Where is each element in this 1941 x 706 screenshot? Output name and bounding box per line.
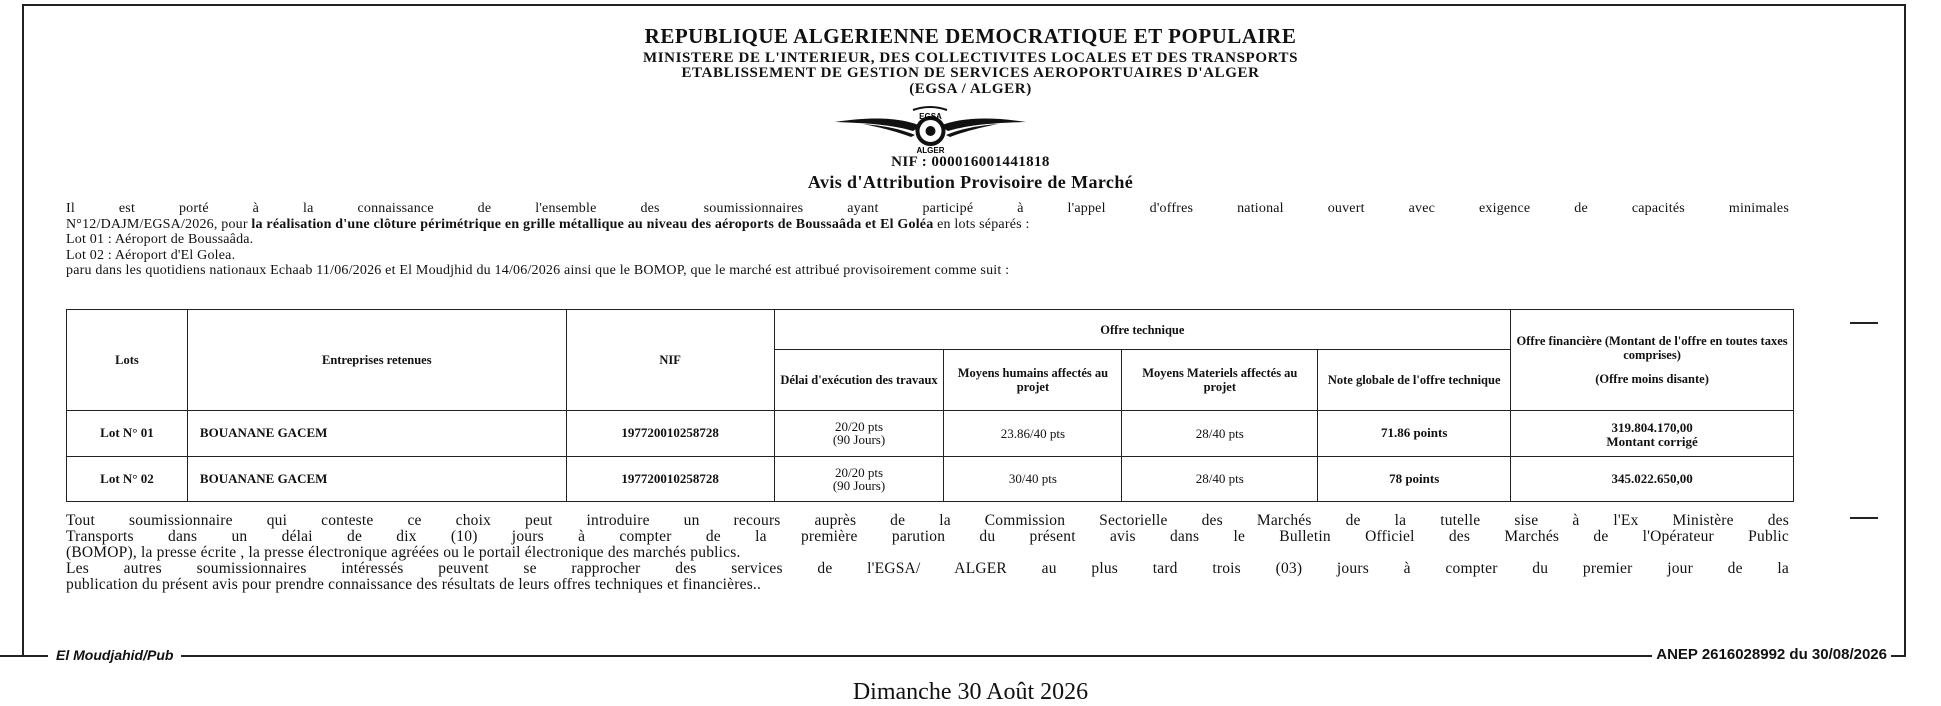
intro-line-5: paru dans les quotidiens nationaux Echaab 11/06/2026 et El Moudjhid du 14/06/2026 ainsi que le BOMOP, que le marché est attribué provisoirement comme suit : xyxy=(66,263,1010,278)
header-delay: Délai d'exécution des travaux xyxy=(774,350,944,411)
cell-delay: 20/20 pts (90 Jours) xyxy=(774,411,944,456)
republic-title: REPUBLIQUE ALGERIENNE DEMOCRATIQUE ET POPULAIRE xyxy=(644,24,1297,48)
cell-nif: 197720010258728 xyxy=(566,411,774,456)
table-row xyxy=(67,456,1794,502)
abbr-line: (EGSA / ALGER) xyxy=(909,81,1032,97)
cell-amount: 319.804.170,00 Montant corrigé xyxy=(1511,411,1794,456)
anep-reference: ANEP 2616028992 du 30/08/2026 xyxy=(1652,646,1891,663)
table-row xyxy=(67,411,1794,456)
bottom-rule xyxy=(22,655,1906,657)
egsa-logo-icon xyxy=(833,104,1028,154)
notice-title: Avis d'Attribution Provisoire de Marché xyxy=(807,172,1134,192)
header-technical-offer: Offre technique xyxy=(774,310,1511,350)
cell-human-means: 30/40 pts xyxy=(944,456,1122,502)
ministry-line: MINISTERE DE L'INTERIEUR, DES COLLECTIVITES LOCALES ET DES TRANSPORTS xyxy=(642,50,1299,66)
cell-lot: Lot N° 01 xyxy=(67,411,188,456)
header-human-means: Moyens humains affectés au projet xyxy=(944,350,1122,411)
issue-date: Dimanche 30 Août 2026 xyxy=(852,679,1089,705)
cell-delay: 20/20 pts (90 Jours) xyxy=(774,456,944,502)
nif-line: NIF : 000016001441818 xyxy=(891,154,1050,170)
margin-tick xyxy=(0,655,22,657)
appeal-paragraph xyxy=(66,513,1789,593)
header-global-score: Note globale de l'offre technique xyxy=(1318,350,1511,411)
appeal-line-3: (BOMOP), la presse écrite , la presse électronique agréées ou le portail électronique des marchés publics. xyxy=(66,544,741,561)
cell-global-score: 71.86 points xyxy=(1318,411,1511,456)
cell-company: BOUANANE GACEM xyxy=(187,411,566,456)
award-table xyxy=(66,309,1794,502)
cell-nif: 197720010258728 xyxy=(566,456,774,502)
header-nif: NIF xyxy=(566,310,774,411)
project-subject: la réalisation d'une clôture périmétrique en grille métallique au niveau des aéroports de Boussaâda et El Goléa xyxy=(251,216,934,232)
header-lots: Lots xyxy=(67,310,188,411)
header-financial-offer: Offre financière (Montant de l'offre en toutes taxes comprises) (Offre moins disante) xyxy=(1511,310,1794,411)
source-label: El Moudjahid/Pub xyxy=(48,647,181,663)
logo-subtext: ALGER xyxy=(916,146,945,154)
info-line-2: publication du présent avis pour prendre connaissance des résultats de leurs offres techniques et financières.. xyxy=(66,576,762,593)
header-company: Entreprises retenues xyxy=(187,310,566,411)
establishment-line: ETABLISSEMENT DE GESTION DE SERVICES AEROPORTUAIRES D'ALGER xyxy=(681,65,1260,81)
intro-lot-1: Lot 01 : Aéroport de Boussaâda. xyxy=(66,232,254,247)
appeal-line-1: Tout soumissionnaire qui conteste ce choix peut introduire un recours auprès de la Commission Sectorielle des Marchés de la tutelle sise à l'Ex Ministère des xyxy=(66,512,1789,529)
margin-tick xyxy=(1850,517,1878,519)
cell-lot: Lot N° 02 xyxy=(67,456,188,502)
intro-line-2: N°12/DAJM/EGSA/2026, pour la réalisation d'une clôture périmétrique en grille métallique au niveau des aéroports de Boussaâda et El Goléa en lots séparés : xyxy=(66,216,1030,232)
intro-paragraph xyxy=(66,201,1789,279)
margin-tick xyxy=(1850,322,1878,324)
cell-amount: 345.022.650,00 xyxy=(1511,456,1794,502)
cell-global-score: 78 points xyxy=(1318,456,1511,502)
header-material-means: Moyens Materiels affectés au projet xyxy=(1122,350,1318,411)
cell-human-means: 23.86/40 pts xyxy=(944,411,1122,456)
cell-company: BOUANANE GACEM xyxy=(187,456,566,502)
cell-material-means: 28/40 pts xyxy=(1122,411,1318,456)
cell-material-means: 28/40 pts xyxy=(1122,456,1318,502)
logo-text: EGSA xyxy=(919,112,942,121)
info-line-1: Les autres soumissionnaires intéressés peuvent se rapprocher des services de l'EGSA/ ALGER au plus tard trois (03) jours à compter du premier jour de la xyxy=(66,560,1789,577)
intro-lot-2: Lot 02 : Aéroport d'El Golea. xyxy=(66,247,236,263)
appeal-line-2: Transports dans un délai de dix (10) jours à compter de la première parution du présent avis dans le Bulletin Officiel des Marchés de l'Opérateur Public xyxy=(66,528,1789,545)
intro-line-1: Il est porté à la connaissance de l'ensemble des soumissionnaires ayant participé à l'appel d'offres national ouvert avec exigence de capacités minimales xyxy=(66,201,1789,216)
